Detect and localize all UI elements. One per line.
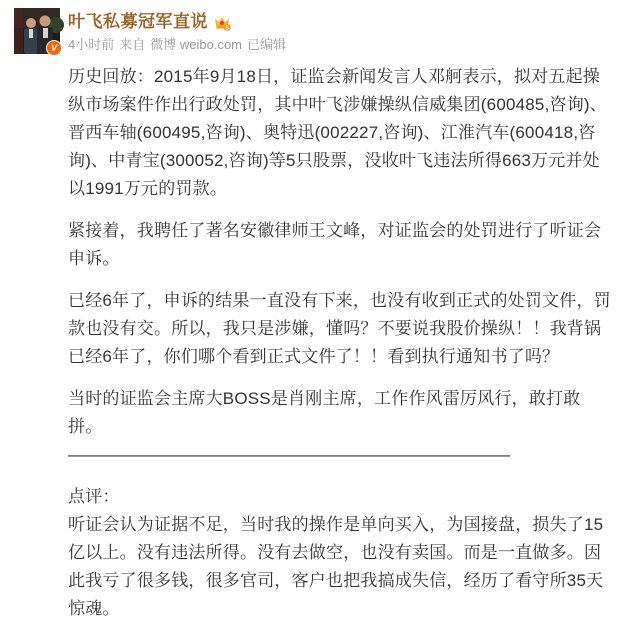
content-divider: —————————————————————————— [68,445,510,464]
post-content [68,63,612,623]
author-avatar[interactable] [14,8,60,54]
post-paragraph: 已经6年了，申诉的结果一直没有下来，也没有收到正式的处罚文件，罚款也没有交。所以，我只是涉嫌，懂吗？不要说我股价操纵！！我背锅已经6年了，你们哪个看到正式文件了！！看到执行通知书了吗？ [68,291,611,366]
post-meta [68,37,286,53]
post-header [14,8,612,54]
header-text-block [68,8,286,53]
vip-crown-icon[interactable] [213,15,231,31]
vip-level-number: 5 [225,25,229,32]
verified-v-icon: V [46,40,62,56]
post-paragraph: 当时的证监会主席大BOSS是肖刚主席，工作作风雷厉风行，敢打敢拼。 [68,389,581,436]
author-name[interactable]: 叶飞私募冠军直说 [68,12,208,31]
post-paragraph: 历史回放：2015年9月18日，证监会新闻发言人邓舸表示，拟对五起操纵市场案件作出行政处罚，其中叶飞涉嫌操纵信威集团(600485,咨询)、晋西车轴(600495,咨询)、奥特迅(002227,咨询)、江淮汽车(600418,咨询)、中青宝(300052,咨询)等5只股票，没收叶飞违法所得663万元并处以1991万元的罚款。 [68,67,607,198]
post-paragraph: 紧接着，我聘任了著名安徽律师王文峰，对证监会的处罚进行了听证会申诉。 [68,221,602,268]
post-paragraph: 点评： [68,487,120,506]
source-link[interactable]: 微博 weibo.com [150,37,242,52]
post-paragraph: 听证会认为证据不足，当时我的操作是单向买入，为国接盘，损失了15亿以上。没有违法所得。没有去做空，也没有卖国。而是一直做多。因此我亏了很多钱，很多官司，客户也把我搞成失信，经历了看守所35天惊魂。 [68,515,604,618]
source-prefix: 来自 [119,37,146,52]
edited-flag[interactable]: 已编辑 [247,37,287,52]
post-time: 4小时前 [68,37,115,52]
